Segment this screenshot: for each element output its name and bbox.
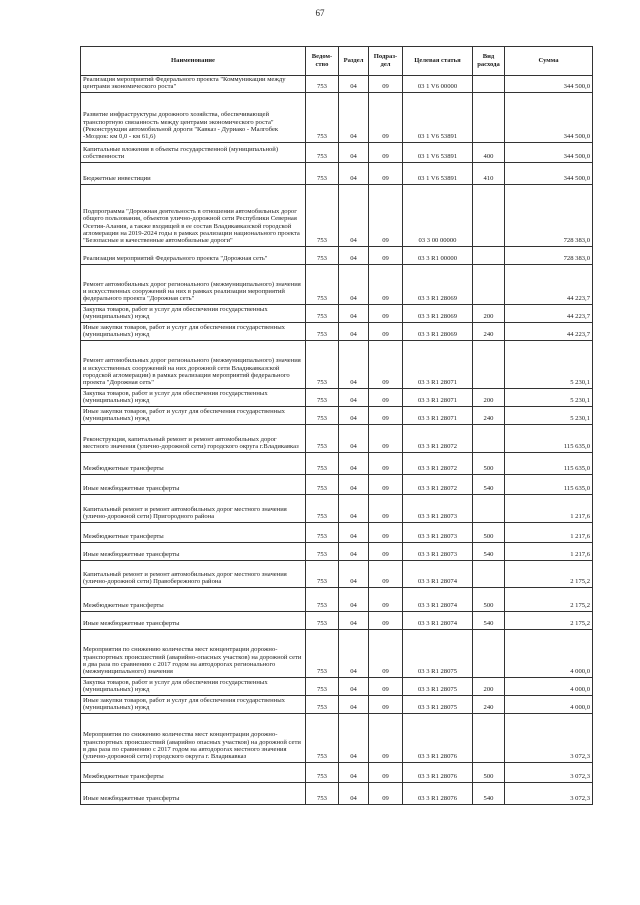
cell-expense-type [473, 340, 505, 388]
cell-name: Межбюджетные трансферты [81, 452, 306, 474]
cell-subsection: 09 [369, 92, 403, 142]
cell-dept: 753 [306, 76, 339, 93]
cell-amount: 1 217,6 [505, 542, 593, 560]
header-section: Раздел [339, 47, 369, 76]
cell-expense-type: 500 [473, 452, 505, 474]
cell-expense-type: 240 [473, 322, 505, 340]
cell-subsection: 09 [369, 782, 403, 804]
cell-subsection: 09 [369, 264, 403, 304]
cell-name: Капитальные вложения в объекты государственной (муниципальной) собственности [81, 142, 306, 162]
cell-subsection: 09 [369, 406, 403, 424]
cell-expense-type: 240 [473, 695, 505, 713]
cell-section: 04 [339, 522, 369, 542]
cell-amount: 344 500,0 [505, 92, 593, 142]
cell-name: Межбюджетные трансферты [81, 522, 306, 542]
cell-dept: 753 [306, 629, 339, 677]
cell-name: Подпрограмма "Дорожная деятельность в отношении автомобильных дорог общего пользования, объектов улично-дорожной сети Республики Северная Осетия-Алания, а также входящей в ее состав Владикавказской городской агломерации на 2019-2024 годы в рамках реализации национального проекта "Безопасные и качественные автомобильные дороги" [81, 184, 306, 246]
cell-expense-type [473, 713, 505, 762]
table-row [81, 494, 593, 522]
cell-amount: 44 223,7 [505, 322, 593, 340]
cell-subsection: 09 [369, 629, 403, 677]
cell-dept: 753 [306, 560, 339, 587]
cell-target: 03 1 V6 53891 [403, 92, 473, 142]
cell-amount: 5 230,1 [505, 388, 593, 406]
cell-target: 03 3 R1 28074 [403, 611, 473, 629]
cell-dept: 753 [306, 474, 339, 494]
cell-amount: 2 175,2 [505, 560, 593, 587]
cell-section: 04 [339, 713, 369, 762]
cell-section: 04 [339, 76, 369, 93]
cell-section: 04 [339, 542, 369, 560]
cell-target: 03 3 R1 28071 [403, 406, 473, 424]
cell-amount: 2 175,2 [505, 611, 593, 629]
cell-name: Мероприятия по снижению количества мест концентрации дорожно-транспортных происшествий (аварийно-опасных участков) на дорожной сети в два раза по сравнению с 2017 годом на автодорогах регионального (межмуниципального) значения [81, 629, 306, 677]
cell-section: 04 [339, 92, 369, 142]
header-target: Целевая статья [403, 47, 473, 76]
cell-amount: 44 223,7 [505, 264, 593, 304]
cell-target: 03 3 R1 28071 [403, 388, 473, 406]
cell-name: Иные закупки товаров, работ и услуг для обеспечения государственных (муниципальных) нужд [81, 406, 306, 424]
cell-dept: 753 [306, 92, 339, 142]
cell-amount: 2 175,2 [505, 587, 593, 611]
table-row [81, 560, 593, 587]
cell-expense-type: 240 [473, 406, 505, 424]
cell-name: Иные межбюджетные трансферты [81, 474, 306, 494]
cell-expense-type [473, 494, 505, 522]
cell-dept: 753 [306, 713, 339, 762]
cell-subsection: 09 [369, 474, 403, 494]
cell-section: 04 [339, 264, 369, 304]
cell-dept: 753 [306, 677, 339, 695]
table-row [81, 677, 593, 695]
cell-target: 03 3 R1 28076 [403, 782, 473, 804]
cell-dept: 753 [306, 424, 339, 452]
cell-dept: 753 [306, 542, 339, 560]
cell-section: 04 [339, 494, 369, 522]
table-row [81, 522, 593, 542]
cell-target: 03 3 R1 28073 [403, 494, 473, 522]
cell-target: 03 3 R1 28075 [403, 629, 473, 677]
cell-name: Мероприятия по снижению количества мест концентрации дорожно-транспортных происшествий (аварийно опасных участков) на дорожной сети в два раза по сравнению с 2017 годом на автодорогах местного значения (улично-дорожной сети) городского округа г. Владикавказ [81, 713, 306, 762]
table-row [81, 76, 593, 93]
cell-section: 04 [339, 162, 369, 184]
cell-dept: 753 [306, 322, 339, 340]
cell-amount: 344 500,0 [505, 76, 593, 93]
table-row [81, 713, 593, 762]
cell-subsection: 09 [369, 542, 403, 560]
cell-section: 04 [339, 322, 369, 340]
cell-name: Иные межбюджетные трансферты [81, 782, 306, 804]
cell-name: Закупка товаров, работ и услуг для обеспечения государственных (муниципальных) нужд [81, 677, 306, 695]
cell-subsection: 09 [369, 560, 403, 587]
cell-section: 04 [339, 452, 369, 474]
cell-expense-type [473, 76, 505, 93]
cell-subsection: 09 [369, 304, 403, 322]
cell-amount: 728 383,0 [505, 246, 593, 264]
table-row [81, 246, 593, 264]
cell-dept: 753 [306, 406, 339, 424]
table-row [81, 611, 593, 629]
cell-name: Иные межбюджетные трансферты [81, 611, 306, 629]
cell-expense-type: 500 [473, 762, 505, 782]
cell-dept: 753 [306, 695, 339, 713]
cell-amount: 44 223,7 [505, 304, 593, 322]
cell-dept: 753 [306, 782, 339, 804]
page-number: 67 [315, 8, 325, 18]
cell-expense-type: 540 [473, 611, 505, 629]
cell-name: Межбюджетные трансферты [81, 587, 306, 611]
cell-expense-type [473, 246, 505, 264]
table-row [81, 587, 593, 611]
cell-target: 03 3 R1 28075 [403, 677, 473, 695]
cell-amount: 3 072,3 [505, 762, 593, 782]
cell-subsection: 09 [369, 452, 403, 474]
cell-name: Реализация мероприятий Федерального проекта "Дорожная сеть" [81, 246, 306, 264]
table-row [81, 322, 593, 340]
cell-name: Реализация мероприятий Федерального проекта "Коммуникации между центрами экономического роста" [81, 76, 306, 93]
cell-name: Закупка товаров, работ и услуг для обеспечения государственных (муниципальных) нужд [81, 388, 306, 406]
cell-name: Иные межбюджетные трансферты [81, 542, 306, 560]
table-row [81, 142, 593, 162]
cell-target: 03 3 R1 28075 [403, 695, 473, 713]
cell-subsection: 09 [369, 677, 403, 695]
cell-name: Капитальный ремонт и ремонт автомобильных дорог местного значения (улично-дорожной сети) Правобережного района [81, 560, 306, 587]
cell-dept: 753 [306, 142, 339, 162]
cell-amount: 3 072,3 [505, 713, 593, 762]
cell-name: Иные закупки товаров, работ и услуг для обеспечения государственных (муниципальных) нужд [81, 322, 306, 340]
cell-subsection: 09 [369, 587, 403, 611]
table-row [81, 762, 593, 782]
cell-target: 03 3 R1 28072 [403, 452, 473, 474]
cell-target: 03 3 R1 28076 [403, 762, 473, 782]
cell-amount: 5 230,1 [505, 406, 593, 424]
cell-expense-type: 540 [473, 782, 505, 804]
cell-subsection: 09 [369, 388, 403, 406]
cell-section: 04 [339, 629, 369, 677]
cell-section: 04 [339, 695, 369, 713]
cell-name: Закупка товаров, работ и услуг для обеспечения государственных (муниципальных) нужд [81, 304, 306, 322]
cell-amount: 115 635,0 [505, 424, 593, 452]
cell-amount: 4 000,0 [505, 629, 593, 677]
cell-dept: 753 [306, 304, 339, 322]
cell-amount: 4 000,0 [505, 695, 593, 713]
budget-table [80, 46, 593, 805]
cell-amount: 3 072,3 [505, 782, 593, 804]
cell-target: 03 1 V6 53891 [403, 162, 473, 184]
cell-section: 04 [339, 424, 369, 452]
cell-subsection: 09 [369, 322, 403, 340]
cell-expense-type [473, 264, 505, 304]
cell-dept: 753 [306, 264, 339, 304]
cell-target: 03 3 R1 28076 [403, 713, 473, 762]
table-row [81, 629, 593, 677]
cell-subsection: 09 [369, 424, 403, 452]
cell-expense-type [473, 629, 505, 677]
cell-name: Капитальный ремонт и ремонт автомобильных дорог местного значения (улично-дорожной сети) Пригородного района [81, 494, 306, 522]
cell-amount: 4 000,0 [505, 677, 593, 695]
table-row [81, 424, 593, 452]
cell-expense-type [473, 184, 505, 246]
cell-dept: 753 [306, 611, 339, 629]
cell-dept: 753 [306, 587, 339, 611]
table-row [81, 474, 593, 494]
table-row [81, 184, 593, 246]
cell-subsection: 09 [369, 162, 403, 184]
table-header [81, 47, 593, 76]
header-subsection: Подраз- дел [369, 47, 403, 76]
cell-subsection: 09 [369, 713, 403, 762]
cell-amount: 5 230,1 [505, 340, 593, 388]
cell-expense-type: 400 [473, 142, 505, 162]
cell-amount: 344 500,0 [505, 142, 593, 162]
cell-subsection: 09 [369, 246, 403, 264]
cell-amount: 1 217,6 [505, 522, 593, 542]
cell-name: Бюджетные инвестиции [81, 162, 306, 184]
cell-expense-type: 410 [473, 162, 505, 184]
cell-amount: 115 635,0 [505, 474, 593, 494]
cell-name: Реконструкция, капитальный ремонт и ремонт автомобильных дорог местного значения (улично-дорожной сети) городского округа г.Владикавказ [81, 424, 306, 452]
cell-name: Ремонт автомобильных дорог регионального (межмуниципального) значения и искусственных сооружений на них дорожной сети Владикавказской городской агломерации) в рамках реализации мероприятий федерального проекта "Дорожная сеть" [81, 340, 306, 388]
table-row [81, 542, 593, 560]
table-row [81, 304, 593, 322]
table-row [81, 162, 593, 184]
cell-expense-type: 200 [473, 388, 505, 406]
cell-dept: 753 [306, 162, 339, 184]
table-row [81, 452, 593, 474]
cell-section: 04 [339, 304, 369, 322]
cell-target: 03 3 R1 28072 [403, 424, 473, 452]
cell-dept: 753 [306, 246, 339, 264]
cell-subsection: 09 [369, 184, 403, 246]
cell-section: 04 [339, 142, 369, 162]
cell-amount: 1 217,6 [505, 494, 593, 522]
table-row [81, 695, 593, 713]
cell-expense-type [473, 424, 505, 452]
cell-name: Межбюджетные трансферты [81, 762, 306, 782]
cell-section: 04 [339, 677, 369, 695]
cell-section: 04 [339, 762, 369, 782]
table-row [81, 406, 593, 424]
header-amount: Сумма [505, 47, 593, 76]
header-name: Наименование [81, 47, 306, 76]
cell-expense-type: 500 [473, 522, 505, 542]
cell-target: 03 3 R1 28071 [403, 340, 473, 388]
cell-target: 03 3 R1 28073 [403, 542, 473, 560]
cell-target: 03 3 00 00000 [403, 184, 473, 246]
cell-amount: 728 383,0 [505, 184, 593, 246]
cell-dept: 753 [306, 452, 339, 474]
table-row [81, 92, 593, 142]
cell-expense-type: 500 [473, 587, 505, 611]
cell-amount: 344 500,0 [505, 162, 593, 184]
cell-expense-type: 200 [473, 304, 505, 322]
cell-section: 04 [339, 587, 369, 611]
cell-target: 03 3 R1 28074 [403, 587, 473, 611]
cell-target: 03 1 V6 53891 [403, 142, 473, 162]
cell-target: 03 3 R1 28069 [403, 304, 473, 322]
cell-dept: 753 [306, 762, 339, 782]
cell-target: 03 3 R1 28072 [403, 474, 473, 494]
table-row [81, 264, 593, 304]
cell-name: Ремонт автомобильных дорог регионального (межмуниципального) значения и искусственных сооружений на них в рамках реализации мероприятий федерального проекта "Дорожная сеть" [81, 264, 306, 304]
cell-subsection: 09 [369, 340, 403, 388]
cell-expense-type: 540 [473, 542, 505, 560]
cell-dept: 753 [306, 494, 339, 522]
cell-subsection: 09 [369, 494, 403, 522]
cell-dept: 753 [306, 340, 339, 388]
cell-section: 04 [339, 246, 369, 264]
cell-section: 04 [339, 611, 369, 629]
cell-section: 04 [339, 388, 369, 406]
cell-dept: 753 [306, 522, 339, 542]
cell-expense-type [473, 560, 505, 587]
cell-subsection: 09 [369, 76, 403, 93]
cell-target: 03 3 R1 28069 [403, 322, 473, 340]
cell-target: 03 3 R1 00000 [403, 246, 473, 264]
cell-target: 03 3 R1 28074 [403, 560, 473, 587]
cell-dept: 753 [306, 184, 339, 246]
cell-section: 04 [339, 406, 369, 424]
cell-expense-type [473, 92, 505, 142]
cell-expense-type: 540 [473, 474, 505, 494]
table-body [81, 76, 593, 805]
header-dept: Ведом- ство [306, 47, 339, 76]
cell-target: 03 3 R1 28069 [403, 264, 473, 304]
cell-section: 04 [339, 184, 369, 246]
table-row [81, 388, 593, 406]
cell-section: 04 [339, 560, 369, 587]
cell-subsection: 09 [369, 522, 403, 542]
cell-name: Развитие инфраструктуры дорожного хозяйства, обеспечивающей транспортную связанность между центрами экономического роста" (Реконструкция автомобильной дороги "Кавказ - Дуриако - Малгобек -Моздок: км 0,0 - км 61,6) [81, 92, 306, 142]
cell-section: 04 [339, 474, 369, 494]
cell-amount: 115 635,0 [505, 452, 593, 474]
table-row [81, 782, 593, 804]
cell-section: 04 [339, 340, 369, 388]
cell-dept: 753 [306, 388, 339, 406]
cell-target: 03 1 V6 00000 [403, 76, 473, 93]
header-expense-type: Вид расхода [473, 47, 505, 76]
cell-subsection: 09 [369, 695, 403, 713]
cell-section: 04 [339, 782, 369, 804]
cell-expense-type: 200 [473, 677, 505, 695]
cell-target: 03 3 R1 28073 [403, 522, 473, 542]
cell-name: Иные закупки товаров, работ и услуг для обеспечения государственных (муниципальных) нужд [81, 695, 306, 713]
cell-subsection: 09 [369, 611, 403, 629]
cell-subsection: 09 [369, 762, 403, 782]
table-row [81, 340, 593, 388]
cell-subsection: 09 [369, 142, 403, 162]
